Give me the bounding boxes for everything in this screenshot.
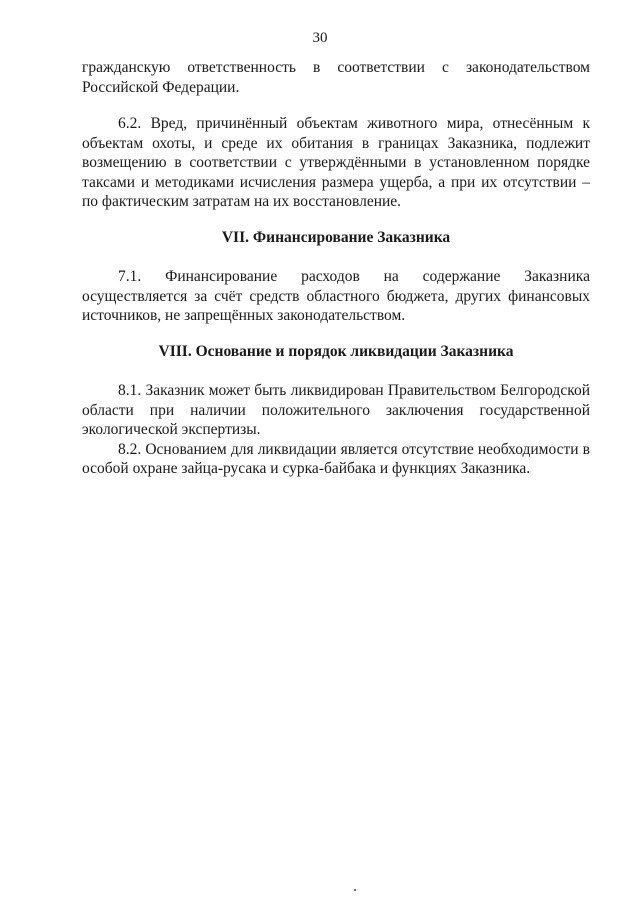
word: содержание [422,268,501,285]
word: Заказника [524,268,590,285]
word: 7.1. [118,268,142,285]
paragraph-7-1-rest: осуществляется за счёт средств областного бюджета, других финансовых источников, не запрещённых законодательством. [82,287,590,324]
paragraph-7-1-line1 [82,267,590,287]
word: с [442,59,449,76]
word: расходов [301,268,360,285]
paragraph-6-1-tail-line1 [82,58,590,78]
word: ответственность [187,59,296,76]
word: соответствии [337,59,425,76]
paragraph-6-2: 6.2. Вред, причинённый объектам животного мира, отнесённым к объектам охоты, и среде их обитания в границах Заказника, подлежит возмещению в соответствии с утверждёнными в установленном порядке таксами и методиками исчисления размера ущерба, а при их отсутствии – по фактическим затратам на их восстановление. [82,115,590,210]
section-7-heading: VII. Финансирование Заказника [221,228,451,246]
word: Финансирование [165,268,278,285]
paragraph-8-1: 8.1. Заказник может быть ликвидирован Правительством Белгородской области при наличии положительного заключения государственной экологической экспертизы. [82,382,590,438]
paragraph-6-1-tail-line2: Российской Федерации. [82,78,240,96]
paragraph-8-2: 8.2. Основанием для ликвидации является отсутствие необходимости в особой охране зайца-русака и сурка-байбака и функциях Заказника. [82,440,590,477]
word: на [383,268,399,285]
word: гражданскую [82,59,171,76]
document-body [82,58,590,479]
page-number: 30 [312,30,328,46]
section-8-heading: VIII. Основание и порядок ликвидации Заказника [158,342,514,360]
word: в [312,59,321,76]
word: законодательством [465,59,590,76]
scan-speck [354,889,356,891]
